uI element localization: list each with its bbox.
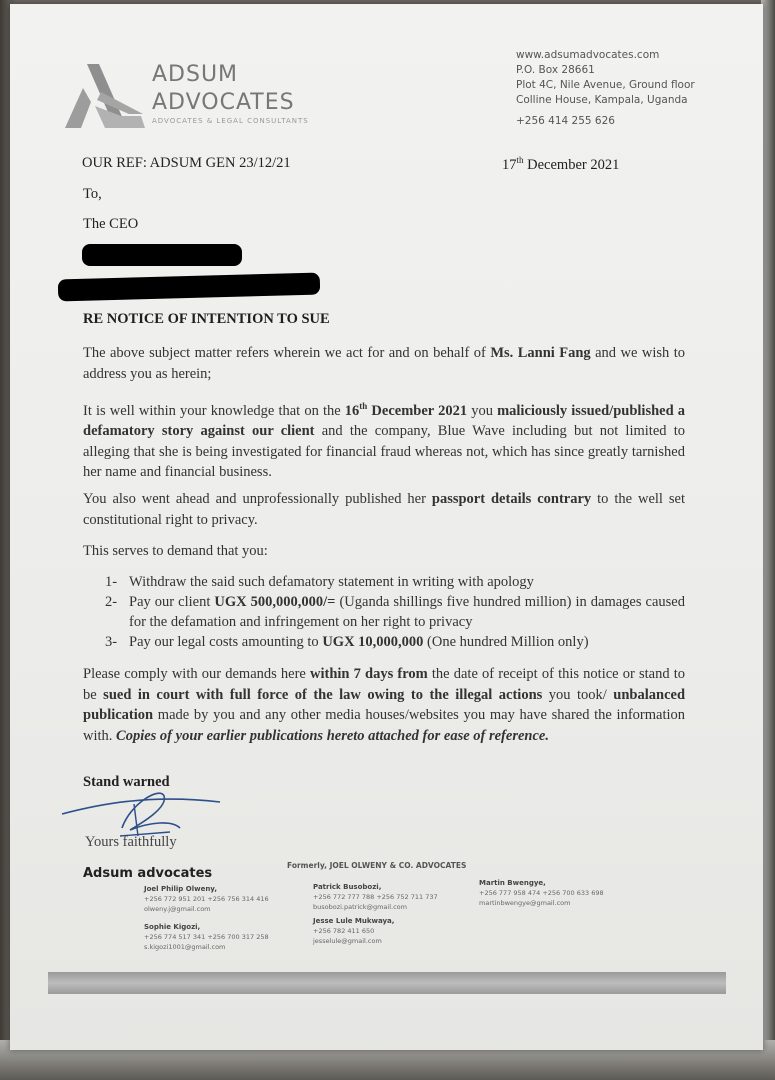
letter-date: 17th December 2021 xyxy=(502,155,620,173)
phone: +256 414 255 626 xyxy=(516,115,615,127)
address-plot: Plot 4C, Nile Avenue, Ground floor xyxy=(516,79,695,91)
recipient: The CEO xyxy=(83,216,139,232)
background-edge xyxy=(761,0,775,1080)
footer-bar xyxy=(48,972,726,994)
firm-subtitle: ADVOCATES & LEGAL CONSULTANTS xyxy=(152,117,309,125)
redaction-bar xyxy=(58,273,320,302)
paragraph-1: The above subject matter refers wherein we act for and on behalf of Ms. Lanni Fang and we wish to address you as herein; xyxy=(83,345,685,382)
formerly-note: Formerly, JOEL OLWENY & CO. ADVOCATES xyxy=(287,861,467,870)
letter-heading: RE NOTICE OF INTENTION TO SUE xyxy=(83,311,330,327)
stand-warned: Stand warned xyxy=(83,774,170,790)
po-box: P.O. Box 28661 xyxy=(516,64,595,76)
paragraph-2: It is well within your knowledge that on the 16th December 2021 you maliciously issued/published a defamatory story against our client and the company, Blue Wave including but not limited to alleging that she is being investigated for financial fraud whereas not, which has since greatly tarnished her name and financial business. xyxy=(83,401,686,481)
partner-entry: Joel Philip Olweny, +256 772 951 201 +256 756 314 416 olweny.j@gmail.com xyxy=(144,885,269,913)
partner-entry: Patrick Busobozi, +256 772 777 788 +256 752 711 737 busobozi.patrick@gmail.com xyxy=(313,883,438,911)
firm-name-line2: ADVOCATES xyxy=(152,90,295,115)
redaction-bar xyxy=(82,244,242,266)
list-item: 3- Pay our legal costs amounting to UGX 10,000,000 (One hundred Million only) xyxy=(105,634,589,650)
list-item: 1- Withdraw the said such defamatory statement in writing with apology xyxy=(105,574,534,590)
website: www.adsumadvocates.com xyxy=(516,49,660,61)
signoff: Adsum advocates xyxy=(83,866,213,881)
reference: OUR REF: ADSUM GEN 23/12/21 xyxy=(82,155,291,171)
letter-page xyxy=(10,4,763,1050)
salutation-to: To, xyxy=(83,186,102,202)
paragraph-4: This serves to demand that you: xyxy=(83,543,268,559)
partner-entry: Martin Bwengye, +256 777 958 474 +256 700 633 698 martinbwengye@gmail.com xyxy=(479,879,604,907)
address-house: Colline House, Kampala, Uganda xyxy=(516,94,688,106)
partner-entry: Sophie Kigozi, +256 774 517 341 +256 700 317 258 s.kigozi1001@gmail.com xyxy=(144,923,269,951)
partner-entry: Jesse Lule Mukwaya, +256 782 411 650 jesselule@gmail.com xyxy=(313,917,395,945)
firm-logo-icon xyxy=(65,62,150,134)
yours-faithfully: Yours faithfully xyxy=(85,834,177,850)
list-item: 2- Pay our client UGX 500,000,000/= (Uganda shillings five hundred million) in damages caused for the defamation and infringement on her right to privacy xyxy=(105,594,685,630)
firm-name-line1: ADSUM xyxy=(152,62,239,87)
demand-list xyxy=(105,572,685,652)
paragraph-3: You also went ahead and unprofessionally published her passport details contrary to the well set constitutional right to privacy. xyxy=(83,491,685,528)
letterhead-contact xyxy=(516,48,695,129)
paragraph-5: Please comply with our demands here within 7 days from the date of receipt of this notice or stand to be sued in court with full force of the law owing to the illegal actions you took/ unbalanced publication made by you and any other media houses/websites you may have shared the information with. Copies of your earlier publications hereto attached for ease of reference. xyxy=(83,666,686,744)
